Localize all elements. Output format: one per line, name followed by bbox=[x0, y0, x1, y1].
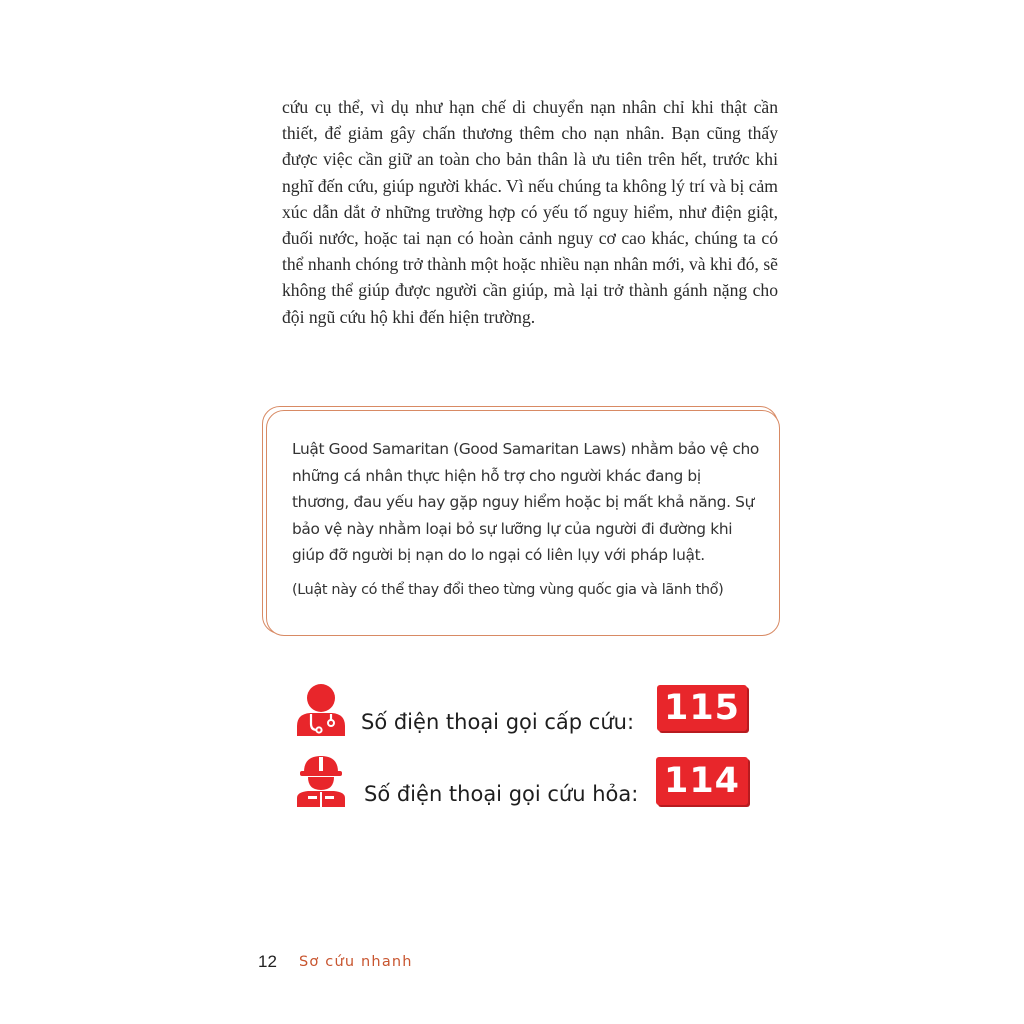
info-box-text: Luật Good Samaritan (Good Samaritan Laws) nhằm bảo vệ cho những cá nhân thực hiện hỗ trợ cho người khác đang bị thương, đau yếu hay gặp nguy hiểm hoặc bị mất khả năng. Sự bảo vệ này nhằm loại bỏ sự lưỡng lự của người đi đường khi giúp đỡ người bị nạn do lo ngại có liên lụy với pháp luật. bbox=[292, 440, 759, 565]
info-box-note: (Luật này có thể thay đổi theo từng vùng quốc gia và lãnh thổ) bbox=[292, 582, 724, 598]
phone-number-fire: 114 bbox=[656, 757, 748, 805]
phone-label-medical: Số điện thoại gọi cấp cứu: bbox=[361, 710, 635, 734]
body-paragraph: cứu cụ thể, vì dụ như hạn chế di chuyển nạn nhân chỉ khi thật cần thiết, để giảm gây chấn thương thêm cho nạn nhân. Bạn cũng thấy được việc cần giữ an toàn cho bản thân là ưu tiên trên hết, trước khi nghĩ đến cứu, giúp người khác. Vì nếu chúng ta không lý trí và bị cảm xúc dẫn dắt ở những trường hợp có yếu tố nguy hiểm, như điện giật, đuối nước, hoặc tai nạn có hoàn cảnh nguy cơ cao khác, chúng ta có thể nhanh chóng trở thành một hoặc nhiều nạn nhân mới, và khi đó, sẽ không thể giúp được người cần giúp, mà lại trở thành gánh nặng cho đội ngũ cứu hộ khi đến hiện trường. bbox=[282, 97, 778, 327]
firefighter-icon bbox=[294, 752, 348, 808]
phone-label-fire: Số điện thoại gọi cứu hỏa: bbox=[364, 782, 639, 806]
phone-row-fire bbox=[294, 752, 764, 812]
phone-row-medical bbox=[294, 682, 764, 742]
book-title: Sơ cứu nhanh bbox=[299, 954, 413, 970]
page-number: 12 bbox=[258, 952, 277, 971]
medic-icon bbox=[294, 682, 348, 738]
phone-number-medical: 115 bbox=[657, 685, 747, 731]
